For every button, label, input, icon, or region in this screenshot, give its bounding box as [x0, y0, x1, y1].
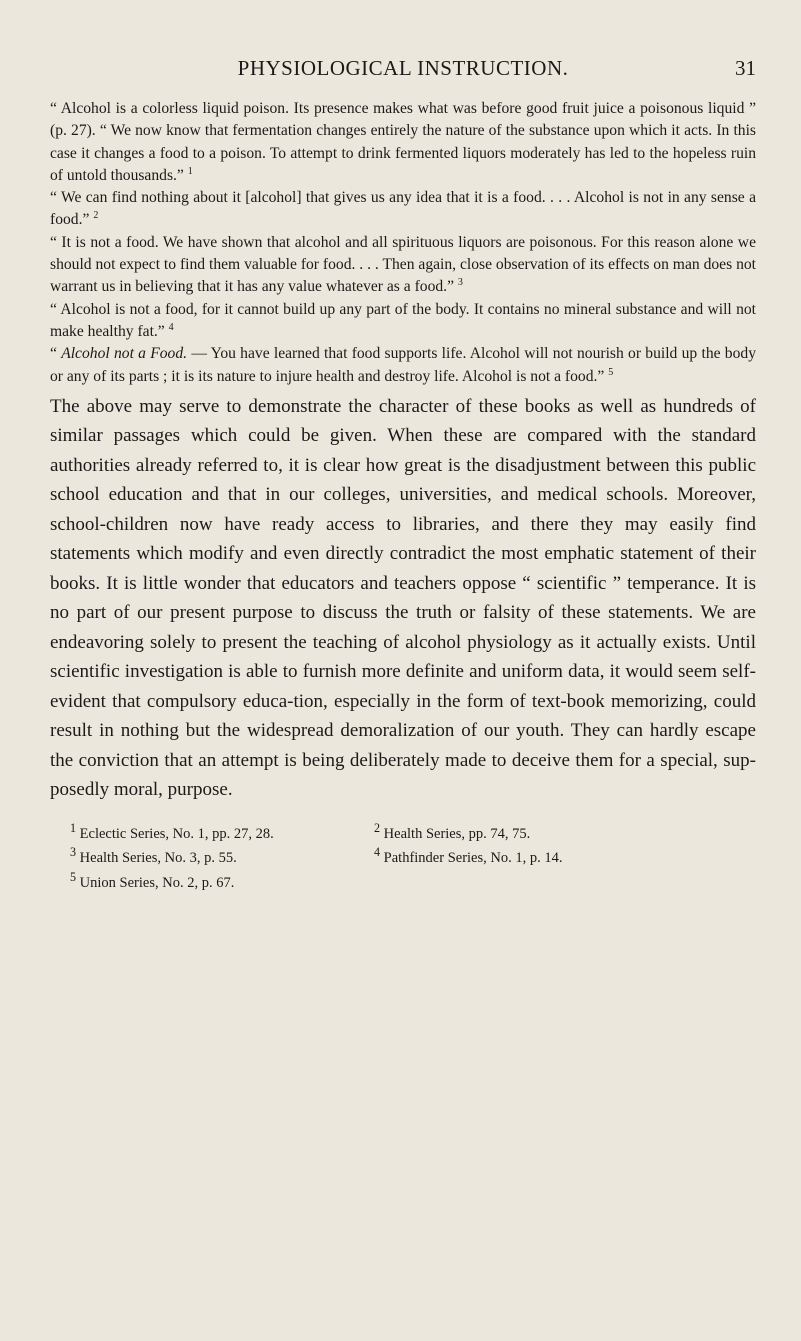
quote-text: “ Alcohol is not a food, for it cannot build up any part of the body. It contains no mineral substance and will not make healthy fat.”	[50, 300, 756, 340]
footnote-ref: 1	[187, 165, 193, 177]
footnote-text: Pathfinder Series, No. 1, p. 14.	[383, 850, 563, 867]
quote-1	[50, 98, 756, 187]
quote-4	[50, 299, 756, 344]
footnote-ref: 5	[608, 366, 614, 378]
footnote-text: Health Series, No. 3, p. 55.	[79, 850, 237, 867]
quoted-passages	[50, 98, 756, 388]
body-paragraph: The above may serve to demonstrate the character of these books as well as hundreds of similar passages which could be given. When these are compared with the standard authorities already referred to, it is clear how great is the disadjustment between this public school education and that in our colleges, universities, and medical schools. Moreover, school-children now have ready access to libraries, and there they may easily find statements which modify and even directly contradict the most emphatic statement of their books. It is little wonder that educators and teachers oppose “ scientific ” temperance. It is no part of our present purpose to discuss the truth or falsity of these statements. We are endeavoring solely to present the teaching of alcohol physiology as it actually exists. Until scientific investigation is able to furnish more definite and uniform data, it would seem self-evident that compulsory educa-tion, especially in the form of text-book memorizing, could result in nothing but the widespread demoralization of our youth. They can hardly escape the conviction that an attempt is being deliberately made to deceive them for a special, sup-posedly moral, purpose.	[50, 395, 756, 801]
quote-3	[50, 232, 756, 299]
quote-5: “ Alcohol not a Food. — You have learned that food supports life. Alcohol will not nourish or build up the body or any of its parts ; it is its nature to injure health and destroy life. Alcohol is not a food.” $^5$	[50, 345, 756, 385]
running-title: PHYSIOLOGICAL INSTRUCTION.	[237, 56, 569, 80]
footnote-row	[70, 843, 756, 867]
footnote-5	[70, 868, 374, 892]
footnote-mark: 1	[70, 820, 77, 835]
quote-2	[50, 187, 756, 232]
page-number: 31	[735, 56, 756, 80]
footnote-4	[374, 843, 756, 867]
footnote-text: Union Series, No. 2, p. 67.	[79, 874, 235, 891]
footnote-1	[70, 819, 374, 843]
footnote-mark: 5	[70, 869, 77, 884]
footnote-ref: 3	[457, 277, 463, 289]
footnote-row	[70, 868, 756, 892]
footnote-mark: 3	[70, 845, 77, 860]
quote-text: “ Alcohol is a colorless liquid poison. Its presence makes what was before good fruit juice a poisonous liquid ” (p. 27). “ We now know that fermentation changes entirely the nature of the substance upon which it acts. In this case it changes a food to a poison. To attempt to drink fermented liquors moderately has led to the hopeless ruin of untold thousands.”	[50, 100, 756, 184]
quote-text: “ We can find nothing about it [alcohol] that gives us any idea that it is a food. . . . Alcohol is not in any sense a food.”	[50, 189, 756, 229]
footnote-2	[374, 819, 756, 843]
footnote-row	[70, 819, 756, 843]
running-head	[50, 48, 756, 88]
footnote-ref: 2	[93, 210, 99, 222]
quote-text: — You have learned that food supports life. Alcohol will not nourish or build up the body or any of its parts ; it is its nature to injure health and destroy life. Alcohol is not a food.”	[50, 345, 756, 385]
footnote-text: Eclectic Series, No. 1, pp. 27, 28.	[79, 825, 274, 842]
quote-text: “ It is not a food. We have shown that alcohol and all spirituous liquors are poisonous. For this reason alone we should not expect to find them valuable for food. . . . Then again, close observation of its effects on man does not warrant us in believing that it has any value whatever as a food.”	[50, 233, 756, 296]
footnote-3	[70, 843, 374, 867]
footnote-mark: 2	[374, 820, 381, 835]
footnote-mark: 4	[374, 845, 381, 860]
footnote-ref: 4	[168, 321, 174, 333]
quote-heading: Alcohol not a Food.	[61, 345, 188, 363]
footnotes	[50, 819, 756, 892]
footnote-text: Health Series, pp. 74, 75.	[383, 825, 531, 842]
